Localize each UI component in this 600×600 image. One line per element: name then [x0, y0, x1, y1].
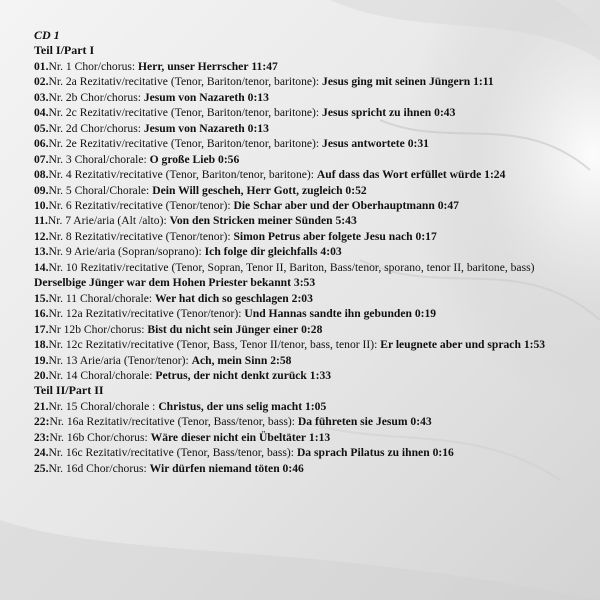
- track-number: 17.: [34, 322, 49, 336]
- track-number: 10.: [34, 198, 49, 212]
- track-duration: 2:03: [291, 291, 313, 305]
- track-description: Nr. 2d Chor/chorus:: [48, 121, 141, 135]
- track-duration: 5:43: [335, 214, 357, 228]
- track-title: Ich folge dir gleichfalls: [204, 245, 318, 259]
- track-description: Nr. 3 Choral/chorale:: [48, 152, 147, 166]
- track-row: [34, 121, 589, 136]
- track-title: Wäre dieser nicht ein Übeltäter: [150, 430, 307, 444]
- track-title: Simon Petrus aber folgete Jesu nach: [233, 229, 413, 243]
- track-title: Jesus spricht zu ihnen: [322, 106, 432, 120]
- track-row: [34, 414, 589, 429]
- track-number: 20.: [34, 368, 49, 382]
- track-duration: 4:03: [320, 245, 342, 259]
- track-row: [34, 74, 589, 89]
- track-row: [34, 90, 589, 105]
- track-title: Da sprach Pilatus zu ihnen: [296, 446, 430, 460]
- track-description: Nr. 16c Rezitativ/recitative (Tenor, Bass/tenor, bass):: [48, 446, 295, 460]
- track-row: [34, 291, 589, 306]
- track-duration: 0:19: [414, 307, 437, 321]
- track-row: [34, 430, 589, 445]
- track-number: 18.: [34, 338, 49, 352]
- track-number: 12.: [34, 229, 49, 243]
- track-description: Nr. 4 Rezitativ/recitative (Tenor, Bariton/tenor, baritone):: [48, 168, 314, 182]
- track-title: Jesus antwortete: [322, 137, 405, 151]
- part-heading: Teil I/Part I: [34, 43, 95, 58]
- track-description: Nr. 9 Arie/aria (Sopran/soprano):: [48, 245, 202, 259]
- cd-label: CD 1: [34, 28, 60, 42]
- track-row: [34, 105, 589, 120]
- track-duration: 0:52: [345, 183, 367, 197]
- track-number: 01.: [34, 59, 49, 73]
- track-row: [34, 59, 589, 74]
- track-row: [34, 353, 589, 368]
- track-description: Nr. 1 Chor/chorus:: [48, 59, 136, 73]
- track-duration: 0:43: [434, 106, 456, 120]
- track-row: [34, 337, 589, 352]
- track-number: 24.: [34, 446, 49, 460]
- track-number: 25.: [34, 461, 49, 475]
- track-description: Nr. 2c Rezitativ/recitative (Tenor, Bariton/tenor, baritone):: [48, 106, 320, 120]
- track-number: 05.: [34, 121, 49, 135]
- track-description: Nr. 8 Rezitativ/recitative (Tenor/tenor):: [48, 229, 231, 243]
- track-description: Nr. 14 Choral/chorale:: [48, 368, 153, 382]
- track-row: [34, 198, 589, 213]
- track-row: [34, 167, 589, 182]
- track-title: Herr, unser Herrscher: [138, 59, 249, 73]
- track-duration: 0:31: [407, 137, 429, 151]
- track-number: 13.: [34, 245, 49, 259]
- track-row: [34, 445, 589, 460]
- track-description: Nr. 2b Chor/chorus:: [48, 90, 141, 104]
- track-row: [34, 461, 589, 476]
- track-duration: 0:13: [247, 121, 269, 135]
- track-row: [34, 183, 589, 198]
- track-description: Nr. 11 Choral/chorale:: [48, 291, 153, 305]
- track-description: Nr. 10 Rezitativ/recitative (Tenor, Sopran, Tenor II, Bariton, Bass/tenor, sporano, tenor II, baritone, bass): [48, 260, 535, 274]
- track-description: Nr. 6 Rezitativ/recitative (Tenor/tenor):: [48, 198, 231, 212]
- track-description: Nr. 16a Rezitativ/recitative (Tenor, Bass/tenor, bass):: [49, 415, 295, 429]
- track-description: Nr. 12a Rezitativ/recitative (Tenor/tenor):: [48, 307, 242, 321]
- track-title: Jesum von Nazareth: [143, 90, 245, 104]
- track-description: Nr. 16b Chor/chorus:: [49, 430, 148, 444]
- track-duration: 1:05: [304, 399, 327, 413]
- track-number: 23:: [34, 430, 50, 444]
- track-title: Petrus, der nicht denkt zurück: [155, 368, 307, 382]
- track-row: [34, 322, 589, 337]
- track-row: [34, 152, 589, 167]
- track-duration: 1:13: [308, 430, 331, 444]
- track-title: Jesum von Nazareth: [143, 121, 245, 135]
- track-title: Christus, der uns selig macht: [158, 399, 303, 413]
- track-row: [34, 213, 589, 228]
- track-description: Nr. 5 Choral/Chorale:: [48, 183, 150, 197]
- track-row: [34, 244, 589, 259]
- track-description: Nr. 12c Rezitativ/recitative (Tenor, Bass, Tenor II/tenor, bass, tenor II):: [48, 338, 378, 352]
- track-row: [34, 260, 589, 291]
- track-duration: 0:17: [415, 229, 437, 243]
- track-description: Nr. 7 Arie/aria (Alt /alto):: [47, 214, 167, 228]
- track-description: Nr. 16d Chor/chorus:: [48, 461, 147, 475]
- track-title: Wer hat dich so geschlagen: [154, 291, 289, 305]
- track-duration: 0:28: [301, 322, 323, 336]
- track-title: Jesus ging mit seinen Jüngern: [322, 75, 471, 89]
- tracklist: [34, 28, 589, 476]
- track-duration: 0:47: [437, 198, 459, 212]
- track-description: Nr. 15 Choral/chorale :: [48, 399, 156, 413]
- track-row: [34, 136, 589, 151]
- track-description: Nr. 2a Rezitativ/recitative (Tenor, Bariton/tenor, baritone):: [48, 75, 320, 89]
- track-number: 07.: [34, 152, 49, 166]
- track-row: [34, 229, 589, 244]
- part-heading: Teil II/Part II: [34, 383, 104, 398]
- track-title: Er leugnete aber und sprach: [380, 338, 521, 352]
- track-number: 08.: [34, 168, 49, 182]
- track-duration: 3:53: [293, 276, 316, 290]
- track-number: 19.: [34, 353, 49, 367]
- track-duration: 1:53: [523, 338, 546, 352]
- track-description: Nr. 2e Rezitativ/recitative (Tenor, Bariton/tenor, baritone):: [48, 137, 320, 151]
- track-duration: 0:46: [282, 461, 304, 475]
- track-duration: 0:16: [432, 446, 454, 460]
- track-title: Ach, mein Sinn: [191, 353, 268, 367]
- track-number: 22:: [34, 415, 50, 429]
- track-title: Derselbige Jünger war dem Hohen Priester bekannt: [34, 276, 291, 290]
- parts-container: [34, 43, 589, 476]
- track-duration: 1:24: [484, 168, 506, 182]
- track-duration: 1:11: [473, 75, 494, 89]
- track-title: Auf dass das Wort erfüllet würde: [316, 168, 482, 182]
- track-title: Und Hannas sandte ihn gebunden: [244, 307, 412, 321]
- track-duration: 0:56: [218, 152, 240, 166]
- track-number: 09.: [34, 183, 49, 197]
- track-title: Die Schar aber und der Oberhauptmann: [233, 198, 435, 212]
- track-title: Wir dürfen niemand töten: [149, 461, 280, 475]
- track-duration: 0:43: [410, 415, 432, 429]
- track-title: Dein Will gescheh, Herr Gott, zugleich: [152, 183, 343, 197]
- track-number: 21.: [34, 399, 49, 413]
- track-number: 16.: [34, 307, 49, 321]
- track-number: 06.: [34, 137, 49, 151]
- track-title: Von den Stricken meiner Sünden: [169, 214, 333, 228]
- track-duration: 11:47: [251, 59, 278, 73]
- track-row: [34, 306, 589, 321]
- track-description: Nr. 13 Arie/aria (Tenor/tenor):: [48, 353, 189, 367]
- track-duration: 0:13: [247, 90, 269, 104]
- track-number: 04.: [34, 106, 49, 120]
- track-description: Nr 12b Chor/chorus:: [48, 322, 145, 336]
- track-title: Da führeten sie Jesum: [297, 415, 408, 429]
- track-number: 11.: [34, 214, 48, 228]
- track-title: O große Lieb: [149, 152, 216, 166]
- track-duration: 2:58: [270, 353, 292, 367]
- track-row: [34, 399, 589, 414]
- track-number: 14.: [34, 260, 49, 274]
- track-row: [34, 368, 589, 383]
- track-number: 03.: [34, 90, 49, 104]
- track-number: 02.: [34, 75, 49, 89]
- track-duration: 1:33: [309, 368, 332, 382]
- track-number: 15.: [34, 291, 49, 305]
- track-title: Bist du nicht sein Jünger einer: [147, 322, 299, 336]
